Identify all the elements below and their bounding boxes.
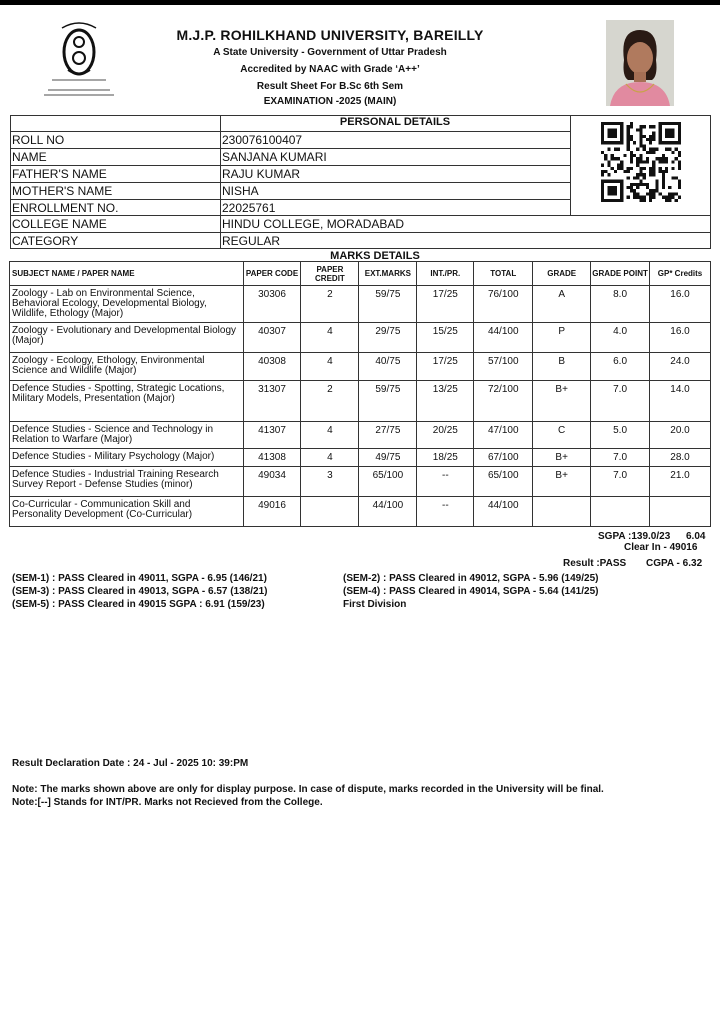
credit-cell: 4 (301, 449, 359, 467)
subject-cell: Defence Studies - Science and Technology in Relation to Warfare (Major) (10, 422, 244, 449)
header-line-1: A State University - Government of Uttar Pradesh (213, 47, 447, 58)
int-cell: 15/25 (417, 323, 474, 353)
divider (10, 131, 570, 132)
college-label: COLLEGE NAME (12, 217, 107, 231)
ext-cell: 65/100 (359, 467, 417, 497)
result-status: Result :PASS (563, 558, 627, 569)
ext-cell: 59/75 (359, 381, 417, 422)
divider (10, 215, 711, 216)
gp-cell (591, 497, 650, 527)
divider (10, 199, 570, 200)
enrollment-value: 22025761 (222, 201, 276, 215)
father-name-label: FATHER'S NAME (12, 167, 107, 181)
code-cell: 49016 (243, 497, 301, 527)
college-value: HINDU COLLEGE, MORADABAD (222, 217, 405, 231)
gp-cell: 7.0 (591, 381, 650, 422)
gpc-cell: 20.0 (650, 422, 711, 449)
total-cell: 72/100 (474, 381, 533, 422)
grade-cell (533, 497, 591, 527)
code-cell: 41308 (243, 449, 301, 467)
gp-cell: 6.0 (591, 353, 650, 381)
subject-cell: Zoology - Lab on Environmental Science, Behavioral Ecology, Developmental Biology, Wildlife, Ethology (Major) (10, 286, 244, 323)
student-photo (606, 20, 674, 106)
table-row (10, 422, 711, 449)
table-row (10, 381, 711, 422)
total-cell: 57/100 (474, 353, 533, 381)
cgpa: CGPA - 6.32 (646, 558, 703, 569)
ext-cell: 27/75 (359, 422, 417, 449)
col-paper-code: PAPER CODE (243, 262, 301, 286)
total-cell: 67/100 (474, 449, 533, 467)
gpc-cell: 21.0 (650, 467, 711, 497)
col-paper-credit: PAPER CREDIT (301, 262, 359, 286)
father-name-value: RAJU KUMAR (222, 167, 301, 181)
divider (10, 182, 570, 183)
name-label: NAME (12, 150, 47, 164)
header-line-2: Accredited by NAAC with Grade ‘A++’ (240, 64, 420, 75)
col-total: TOTAL (474, 262, 533, 286)
col-int-pr: INT./PR. (417, 262, 474, 286)
ext-cell: 40/75 (359, 353, 417, 381)
credit-cell: 2 (301, 286, 359, 323)
int-cell: 20/25 (417, 422, 474, 449)
personal-details-heading: PERSONAL DETAILS (339, 116, 451, 128)
divider (10, 148, 570, 149)
category-value: REGULAR (222, 234, 281, 248)
top-border (0, 0, 720, 5)
mother-name-label: MOTHER'S NAME (12, 184, 113, 198)
name-value: SANJANA KUMARI (222, 150, 327, 164)
header-line-4: EXAMINATION -2025 (MAIN) (263, 96, 397, 107)
grade-cell: B+ (533, 467, 591, 497)
divider (10, 232, 711, 233)
mother-name-value: NISHA (222, 184, 259, 198)
credit-cell: 4 (301, 323, 359, 353)
total-cell: 76/100 (474, 286, 533, 323)
divider (10, 165, 570, 166)
int-cell: 17/25 (417, 286, 474, 323)
int-cell: -- (417, 497, 474, 527)
roll-no-value: 230076100407 (222, 133, 303, 147)
sem-5-result: (SEM-5) : PASS Cleared in 49015 SGPA : 6.91 (159/23) (12, 599, 265, 610)
note-display: Note: The marks shown above are only for display purpose. In case of dispute, marks recorded in the University will be final. (12, 784, 604, 795)
subject-cell: Defence Studies - Military Psychology (Major) (10, 449, 244, 467)
subject-cell: Defence Studies - Spotting, Strategic Locations, Military Models, Presentation (Major) (10, 381, 244, 422)
table-row (10, 323, 711, 353)
int-cell: 18/25 (417, 449, 474, 467)
col-grade: GRADE (533, 262, 591, 286)
credit-cell: 3 (301, 467, 359, 497)
table-row (10, 353, 711, 381)
credit-cell: 2 (301, 381, 359, 422)
gpc-cell: 28.0 (650, 449, 711, 467)
gpc-cell: 16.0 (650, 286, 711, 323)
note-int: Note:[--] Stands for INT/PR. Marks not Recieved from the College. (12, 797, 323, 808)
sem-4-result: (SEM-4) : PASS Cleared in 49014, SGPA - 5.64 (141/25) (343, 586, 599, 597)
ext-cell: 49/75 (359, 449, 417, 467)
grade-cell: B+ (533, 449, 591, 467)
gpc-cell (650, 497, 711, 527)
total-cell: 47/100 (474, 422, 533, 449)
subject-cell: Defence Studies - Industrial Training Research Survey Report - Defense Studies (minor) (10, 467, 244, 497)
divider (570, 115, 571, 215)
code-cell: 31307 (243, 381, 301, 422)
grade-cell: C (533, 422, 591, 449)
subject-cell: Zoology - Ecology, Ethology, Environmental Science and Wildlife (Major) (10, 353, 244, 381)
subject-cell: Zoology - Evolutionary and Developmental Biology (Major) (10, 323, 244, 353)
col-subject: SUBJECT NAME / PAPER NAME (10, 262, 244, 286)
category-label: CATEGORY (12, 234, 79, 248)
credit-cell: 4 (301, 422, 359, 449)
total-cell: 65/100 (474, 467, 533, 497)
division: First Division (343, 599, 407, 610)
gpc-cell: 14.0 (650, 381, 711, 422)
int-cell: -- (417, 467, 474, 497)
table-row (10, 467, 711, 497)
gp-cell: 7.0 (591, 467, 650, 497)
int-cell: 17/25 (417, 353, 474, 381)
qr-code-icon (600, 122, 682, 202)
table-row (10, 497, 711, 527)
grade-cell: B (533, 353, 591, 381)
col-gp-credits: GP* Credits (650, 262, 711, 286)
table-row (10, 449, 711, 467)
credit-cell: 4 (301, 353, 359, 381)
col-grade-point: GRADE POINT (591, 262, 650, 286)
gpc-cell: 24.0 (650, 353, 711, 381)
total-cell: 44/100 (474, 497, 533, 527)
gp-cell: 5.0 (591, 422, 650, 449)
grade-cell: A (533, 286, 591, 323)
total-cell: 44/100 (474, 323, 533, 353)
ext-cell: 44/100 (359, 497, 417, 527)
col-ext-marks: EXT.MARKS (359, 262, 417, 286)
grade-cell: P (533, 323, 591, 353)
code-cell: 30306 (243, 286, 301, 323)
table-row (10, 286, 711, 323)
sgpa-label: SGPA :139.0/23 (598, 531, 671, 542)
clear-in: Clear In - 49016 (624, 542, 698, 553)
declaration-date: Result Declaration Date : 24 - Jul - 2025 10: 39:PM (12, 758, 249, 769)
gp-cell: 8.0 (591, 286, 650, 323)
code-cell: 41307 (243, 422, 301, 449)
ext-cell: 59/75 (359, 286, 417, 323)
enrollment-label: ENROLLMENT NO. (12, 201, 119, 215)
sem-3-result: (SEM-3) : PASS Cleared in 49013, SGPA - 6.57 (138/21) (12, 586, 268, 597)
int-cell: 13/25 (417, 381, 474, 422)
ext-cell: 29/75 (359, 323, 417, 353)
header-line-3: Result Sheet For B.Sc 6th Sem (256, 81, 404, 92)
credit-cell (301, 497, 359, 527)
gp-cell: 4.0 (591, 323, 650, 353)
gpc-cell: 16.0 (650, 323, 711, 353)
subject-cell: Co-Curricular - Communication Skill and Personality Development (Co-Curricular) (10, 497, 244, 527)
marks-details-heading: MARKS DETAILS (330, 250, 420, 262)
code-cell: 40308 (243, 353, 301, 381)
code-cell: 40307 (243, 323, 301, 353)
grade-cell: B+ (533, 381, 591, 422)
roll-no-label: ROLL NO (12, 133, 65, 147)
university-title: M.J.P. ROHILKHAND UNIVERSITY, BAREILLY (176, 27, 484, 43)
university-emblem-icon (42, 18, 116, 102)
marks-table (9, 261, 711, 527)
sgpa-value: 6.04 (686, 531, 706, 542)
sem-2-result: (SEM-2) : PASS Cleared in 49012, SGPA - 5.96 (149/25) (343, 573, 599, 584)
code-cell: 49034 (243, 467, 301, 497)
sem-1-result: (SEM-1) : PASS Cleared in 49011, SGPA - 6.95 (146/21) (12, 573, 267, 584)
gp-cell: 7.0 (591, 449, 650, 467)
